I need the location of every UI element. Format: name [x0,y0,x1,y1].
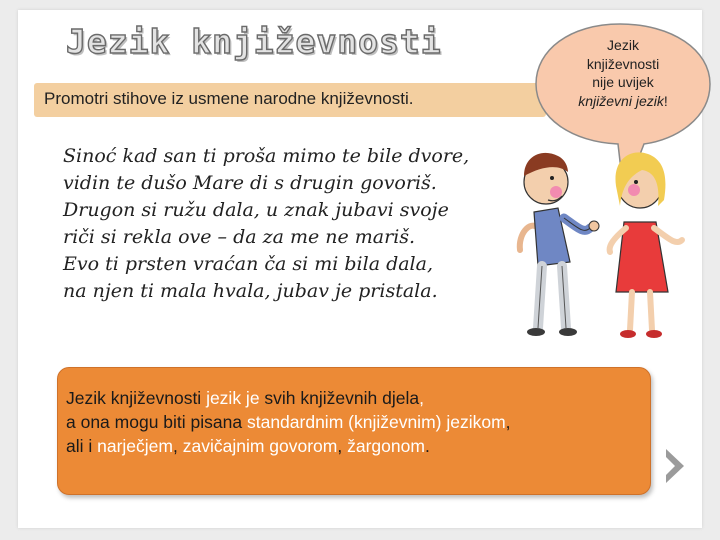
poem-line: vidin te dušo Mare di s drugin govoriš. [63,172,437,194]
poem-line: riči si rekla ove – da za me ne mariš. [63,226,416,248]
definition-segment: jezik je [201,388,265,408]
definition-segment: narječjem [97,436,173,456]
slide-subtitle: Promotri stihove iz usmene narodne književnosti. [44,89,414,108]
poem-line: Evo ti prsten vraćan ča si mi bila dala, [63,253,433,275]
definition-segment: , [173,436,183,456]
definition-segment: zavičajnim govorom [182,436,338,456]
bubble-line [548,92,698,111]
definition-segment: , [337,436,348,456]
bubble-italic: književni jezik [578,92,664,109]
definition-text [66,386,646,458]
bubble-line: nije uvijek [592,74,654,90]
bubble-line: književnosti [586,55,660,72]
poem-line: na njen ti mala hvala, jubav je pristala. [63,280,438,302]
chevron-right-icon[interactable] [662,446,688,486]
definition-segment: , [505,412,511,432]
poem-line: Sinoć kad san ti proša mimo te bile dvore, [63,145,470,167]
definition-segment: standardnim (književnim) jezikom [246,412,506,432]
slide-title: Jezik književnosti [66,22,442,61]
poem-line: Drugon si ružu dala, u znak jubavi svoje [63,199,449,221]
bubble-line: Jezik [607,37,639,53]
definition-segment: ali i [66,436,98,456]
bubble-exclamation: ! [663,92,668,109]
boy-and-girl-illustration [512,142,688,342]
speech-bubble-text [548,36,698,110]
definition-segment: . [424,436,430,456]
definition-segment: a ona mogu biti pisana [66,412,247,432]
boy-figure [520,153,599,336]
definition-segment: , [419,388,424,408]
girl-figure [610,152,682,338]
poem [63,143,469,305]
definition-segment: žargonom [347,436,425,456]
definition-segment: svih književnih djela [264,388,420,408]
definition-term: Jezik književnosti [66,388,202,408]
